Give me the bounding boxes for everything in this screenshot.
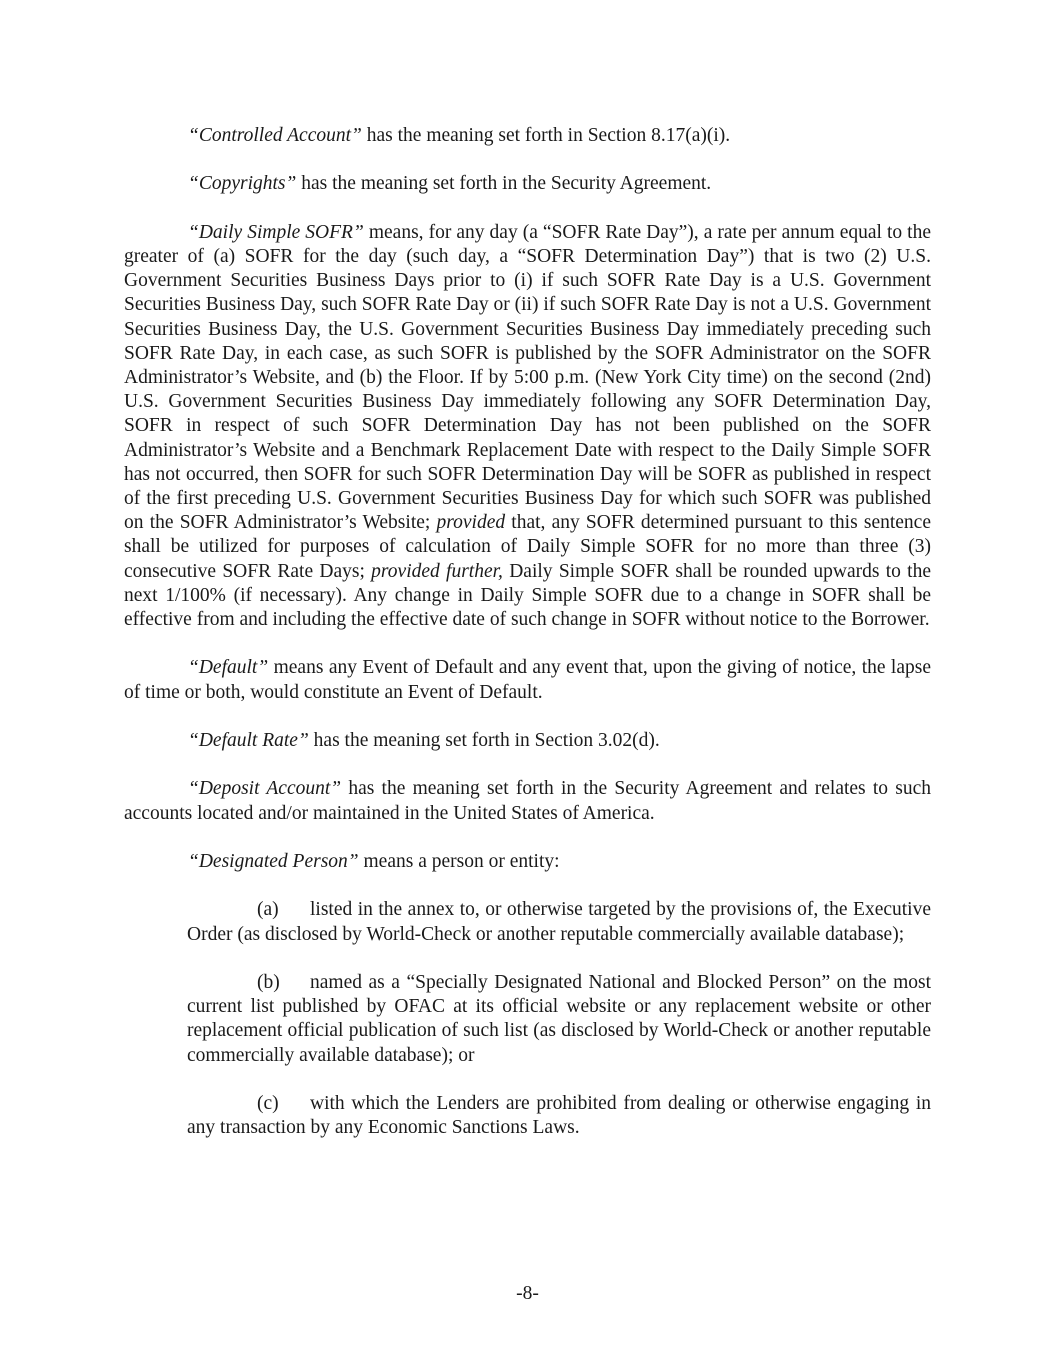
clause-label: (b) <box>257 971 280 993</box>
designated-person-clause-c <box>187 1092 931 1140</box>
definition-default <box>124 656 931 704</box>
definition-text: has the meaning set forth in Section 3.02(d). <box>308 730 660 752</box>
defined-term: “Copyrights” <box>188 173 297 195</box>
provided-term: provided <box>436 512 506 534</box>
clause-text: with which the Lenders are prohibited from dealing or otherwise engaging in any transaction by any Economic Sanctions Laws. <box>187 1092 931 1139</box>
definition-text: means, for any day (a “SOFR Rate Day”), a rate per annum equal to the greater of (a) SOFR for the day (such day, a “SOFR Determination Day”) that is two (2) U.S. Government Securities Business Days prior to (i) if such SOFR Rate Day is a U.S. Government Securities Business Day, such SOFR Rate Day or (ii) if such SOFR Rate Day is not a U.S. Government Securities Business Day, the U.S. Government Securities Business Day immediately preceding such SOFR Rate Day, in each case, as such SOFR is published by the SOFR Administrator on the SOFR Administrator’s Website, and (b) the Floor. If by 5:00 p.m. (New York City time) on the second (2nd) U.S. Government Securities Business Day immediately following any SOFR Determination Day, SOFR in respect of such SOFR Determination Day has not been published on the SOFR Administrator’s Website and a Benchmark Replacement Date with respect to the Daily Simple SOFR has not occurred, then SOFR for such SOFR Determination Day will be SOFR as published in respect of the first preceding U.S. Government Securities Business Day for which such SOFR was published on the SOFR Administrator’s Website; <box>124 221 931 534</box>
clause-label: (a) <box>257 899 279 921</box>
definition-text: that, any SOFR determined pursuant to this sentence shall be utilized for purposes of calculation of Daily Simple SOFR for no more than three (3) consecutive SOFR Rate Days; <box>124 512 931 582</box>
definition-daily-simple-sofr <box>124 221 931 632</box>
clause-text: named as a “Specially Designated National and Blocked Person” on the most current list published by OFAC at its official website or any replacement website or other replacement official publication of such list (as disclosed by World-Check or another reputable commercially available database); or <box>187 971 931 1066</box>
definition-text: has the meaning set forth in the Security Agreement and relates to such accounts located and/or maintained in the United States of America. <box>124 778 931 824</box>
defined-term: “Controlled Account” <box>188 125 362 146</box>
provided-further-term: provided further, <box>371 560 503 582</box>
page-number: -8- <box>516 1283 539 1304</box>
defined-term: “Default Rate” <box>188 730 309 752</box>
defined-term: “Daily Simple SOFR” <box>188 221 364 243</box>
definition-text: means any Event of Default and any event that, upon the giving of notice, the lapse of time or both, would constitute an Event of Default. <box>124 657 931 703</box>
definition-controlled-account <box>124 124 931 148</box>
clause-label: (c) <box>257 1092 279 1114</box>
definition-text: Daily Simple SOFR shall be rounded upwards to the next 1/100% (if necessary). Any change in Daily Simple SOFR due to a change in SOFR shall be effective from and including the effective date of such change in SOFR without notice to the Borrower. <box>124 560 931 631</box>
designated-person-clause-b <box>187 971 931 1068</box>
designated-person-clause-a <box>187 898 931 946</box>
definition-copyrights <box>124 172 931 196</box>
defined-term: “Designated Person” <box>188 851 359 872</box>
defined-term: “Deposit Account” <box>188 778 342 800</box>
clause-text: listed in the annex to, or otherwise targeted by the provisions of, the Executive Order (as disclosed by World-Check or another reputable commercially available database); <box>187 899 931 945</box>
defined-term: “Default” <box>188 657 269 679</box>
definition-text: has the meaning set forth in Section 8.17(a)(i). <box>361 125 731 146</box>
definition-deposit-account <box>124 777 931 825</box>
definition-text: has the meaning set forth in the Security Agreement. <box>296 173 712 195</box>
definition-text: means a person or entity: <box>358 851 560 872</box>
definitions-section <box>124 124 931 1140</box>
definition-designated-person <box>124 850 931 874</box>
definition-default-rate <box>124 729 931 753</box>
